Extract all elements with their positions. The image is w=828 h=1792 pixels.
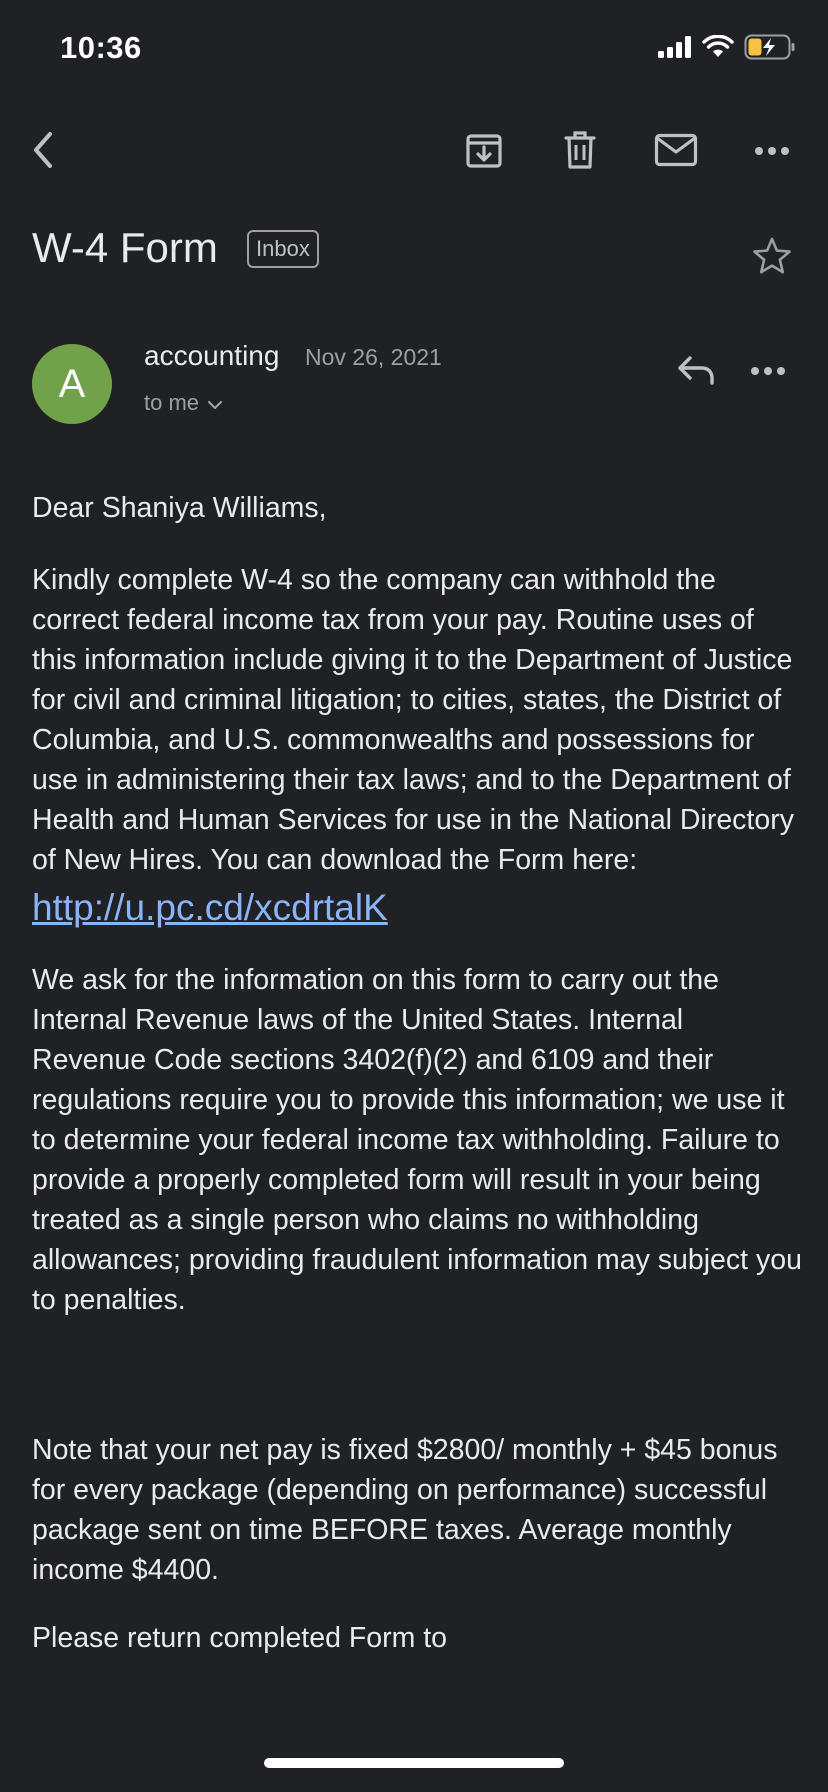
status-icons (658, 34, 796, 60)
email-body (32, 488, 804, 1658)
archive-button[interactable] (452, 120, 516, 184)
archive-icon (464, 130, 504, 175)
recipient-label: to me (144, 390, 200, 415)
mail-icon (654, 133, 698, 172)
home-indicator[interactable] (264, 1758, 564, 1768)
star-icon (752, 237, 792, 280)
sender-name[interactable]: accounting (144, 340, 280, 371)
more-horizontal-icon (754, 143, 790, 161)
back-arrow-icon (28, 130, 60, 175)
trash-icon (562, 130, 598, 175)
recipient-details-toggle[interactable] (144, 390, 223, 416)
email-date: Nov 26, 2021 (305, 344, 442, 370)
more-horizontal-icon (750, 363, 786, 381)
email-subject: W-4 Form (32, 224, 218, 271)
inbox-label-badge[interactable]: Inbox (247, 230, 319, 268)
reply-button[interactable] (668, 344, 724, 400)
email-paragraph: Note that your net pay is fixed $2800/ monthly + $45 bonus for every package (depending on performance) successful package sent on time BEFORE taxes. Average monthly income $4400. (32, 1434, 778, 1586)
email-paragraph: We ask for the information on this form to carry out the Internal Revenue laws of the United States. Internal Revenue Code sections 3402(f)(2) and 6109 and their regulations require you to provide this information; we use it to determine your federal income tax withholding. Failure to provide a properly completed form will result in your being treated as a single person who claims no withholding allowances; providing fraudulent information may subject you to penalties. (32, 964, 802, 1316)
subject-row (32, 220, 796, 290)
delete-button[interactable] (548, 120, 612, 184)
reply-icon (676, 354, 716, 391)
email-paragraph: Kindly complete W-4 so the company can withhold the correct federal income tax from your pay. Routine uses of this information include giving it to the Department of Justice for civil and criminal litigation; to cities, states, the District of Columbia, and U.S. commonwealths and possessions for use in administering their tax laws; and to the Department of Health and Human Services for use in the National Directory of New Hires. You can download the Form here: (32, 564, 794, 876)
email-paragraph: Please return completed Form to (32, 1622, 448, 1654)
status-time: 10:36 (60, 30, 142, 65)
sender-row (32, 340, 796, 430)
wifi-icon (702, 35, 734, 59)
download-form-link[interactable]: http://u.pc.cd/xcdrtalK (32, 887, 388, 928)
status-bar (0, 0, 828, 100)
chevron-down-icon (207, 390, 223, 416)
cellular-signal-icon (658, 36, 692, 58)
battery-charging-icon (744, 34, 796, 60)
message-more-options-button[interactable] (740, 344, 796, 400)
back-button[interactable] (12, 120, 76, 184)
mark-unread-button[interactable] (644, 120, 708, 184)
more-options-button[interactable] (740, 120, 804, 184)
email-greeting: Dear Shaniya Williams, (32, 492, 327, 524)
sender-avatar[interactable]: A (32, 344, 112, 424)
star-button[interactable] (748, 234, 796, 282)
message-toolbar (0, 120, 828, 184)
